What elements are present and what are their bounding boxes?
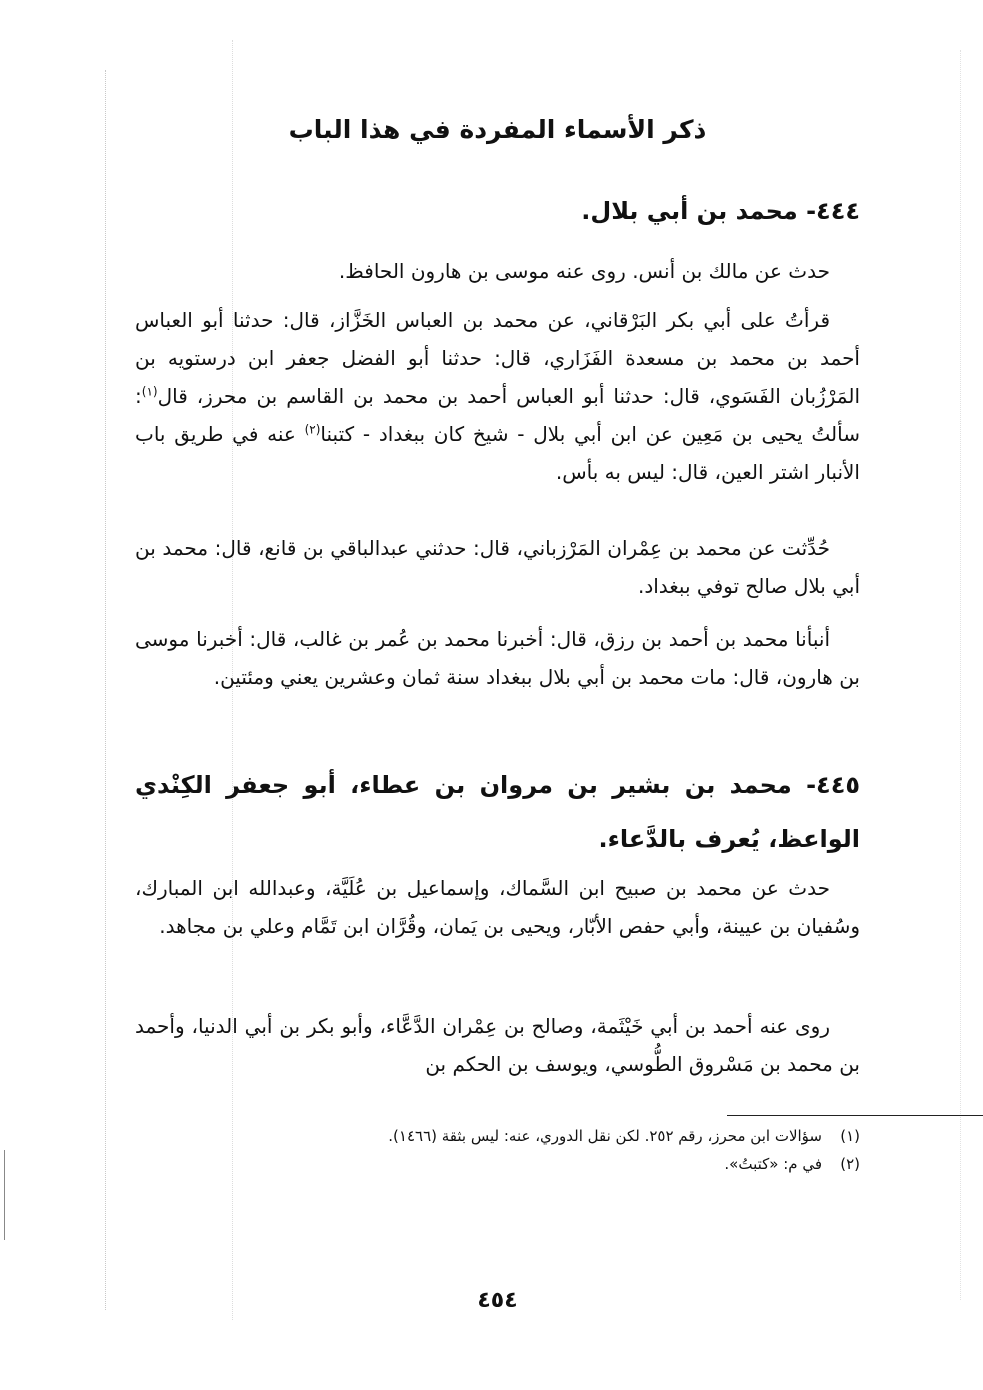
entry-444-paragraph-3	[135, 529, 860, 605]
entry-445-paragraph-2	[135, 1007, 860, 1083]
footnote-1	[195, 1122, 860, 1150]
page-number: ٤٥٤	[477, 1288, 518, 1313]
paragraph-text: أنبأنا محمد بن أحمد بن رزق، قال: أخبرنا محمد بن عُمر بن غالب، قال: أخبرنا موسى بن هارون، قال: مات محمد بن أبي بلال ببغداد سنة ثمان وعشرين يعني ومئتين.	[135, 627, 860, 689]
paragraph-text: : سألتُ يحيى بن مَعِين عن ابن أبي بلال - شيخ كان ببغداد - كتبنا	[135, 384, 860, 446]
paragraph-text: حدث عن مالك بن أنس. روى عنه موسى بن هارون الحافظ.	[338, 259, 830, 283]
footnote-number: (١)	[840, 1127, 860, 1145]
footnote-text: سؤالات ابن محرز، رقم ٢٥٢. لكن نقل الدوري، عنه: ليس بثقة (١٤٦٦).	[388, 1127, 822, 1145]
footnote-2	[195, 1150, 860, 1178]
paragraph-text: حُدِّثت عن محمد بن عِمْران المَرْزباني، قال: حدثني عبدالباقي بن قانع، قال: محمد بن أبي بلال صالح توفي ببغداد.	[135, 536, 860, 598]
entry-444-paragraph-2	[135, 301, 860, 491]
footnote-text: في م: «كتبتُ».	[724, 1155, 822, 1173]
scan-artifact-line	[105, 70, 106, 1310]
paragraph-text: روى عنه أحمد بن أبي خَيْثَمة، وصالح بن عِمْران الدَّعَّاء، وأبو بكر بن أبي الدنيا، وأحمد بن محمد بن مَسْروق الطُّوسي، ويوسف بن الحكم بن	[135, 1014, 860, 1076]
footnote-marker-1[interactable]: (١)	[141, 384, 158, 399]
entry-444-paragraph-4	[135, 620, 860, 696]
footnote-number: (٢)	[840, 1155, 860, 1173]
paragraph-text: قرأتُ على أبي بكر البَرْقاني، عن محمد بن العباس الخَزَّاز، قال: حدثنا أبو العباس أحمد بن محمد بن مسعدة الفَزَاري، قال: حدثنا أبو الفضل جعفر ابن درستويه بن المَرْزُبان الفَسَوي، قال: حدثنا أبو العباس أحمد بن محمد بن القاسم بن محرز، قال	[135, 308, 860, 408]
footnote-divider	[727, 1115, 983, 1116]
footnotes	[195, 1122, 860, 1178]
entry-445-paragraph-1	[135, 869, 860, 945]
scan-artifact-line	[960, 50, 961, 1300]
scan-artifact-line	[4, 1150, 5, 1240]
entry-444-paragraph-1	[135, 252, 860, 290]
entry-444-heading: ٤٤٤- محمد بن أبي بلال.	[581, 197, 860, 225]
paragraph-text: حدث عن محمد بن صبيح ابن السَّماك، وإسماعيل بن عُلَيَّة، وعبدالله ابن المبارك، وسُفيان بن عيينة، وأبي حفص الأبّار، ويحيى بن يَمان، وقُرَّان ابن تَمَّام وعلي بن مجاهد.	[135, 876, 860, 938]
section-title: ذكر الأسماء المفردة في هذا الباب	[288, 115, 707, 144]
footnote-marker-2[interactable]: (٢)	[304, 422, 321, 437]
entry-445-heading: ٤٤٥- محمد بن بشير بن مروان بن عطاء، أبو جعفر الكِنْدي الواعظ، يُعرف بالدَّعاء.	[135, 771, 860, 853]
paragraph-text: عنه في طريق باب الأنبار اشتر العين، قال: ليس به بأس.	[135, 422, 860, 484]
